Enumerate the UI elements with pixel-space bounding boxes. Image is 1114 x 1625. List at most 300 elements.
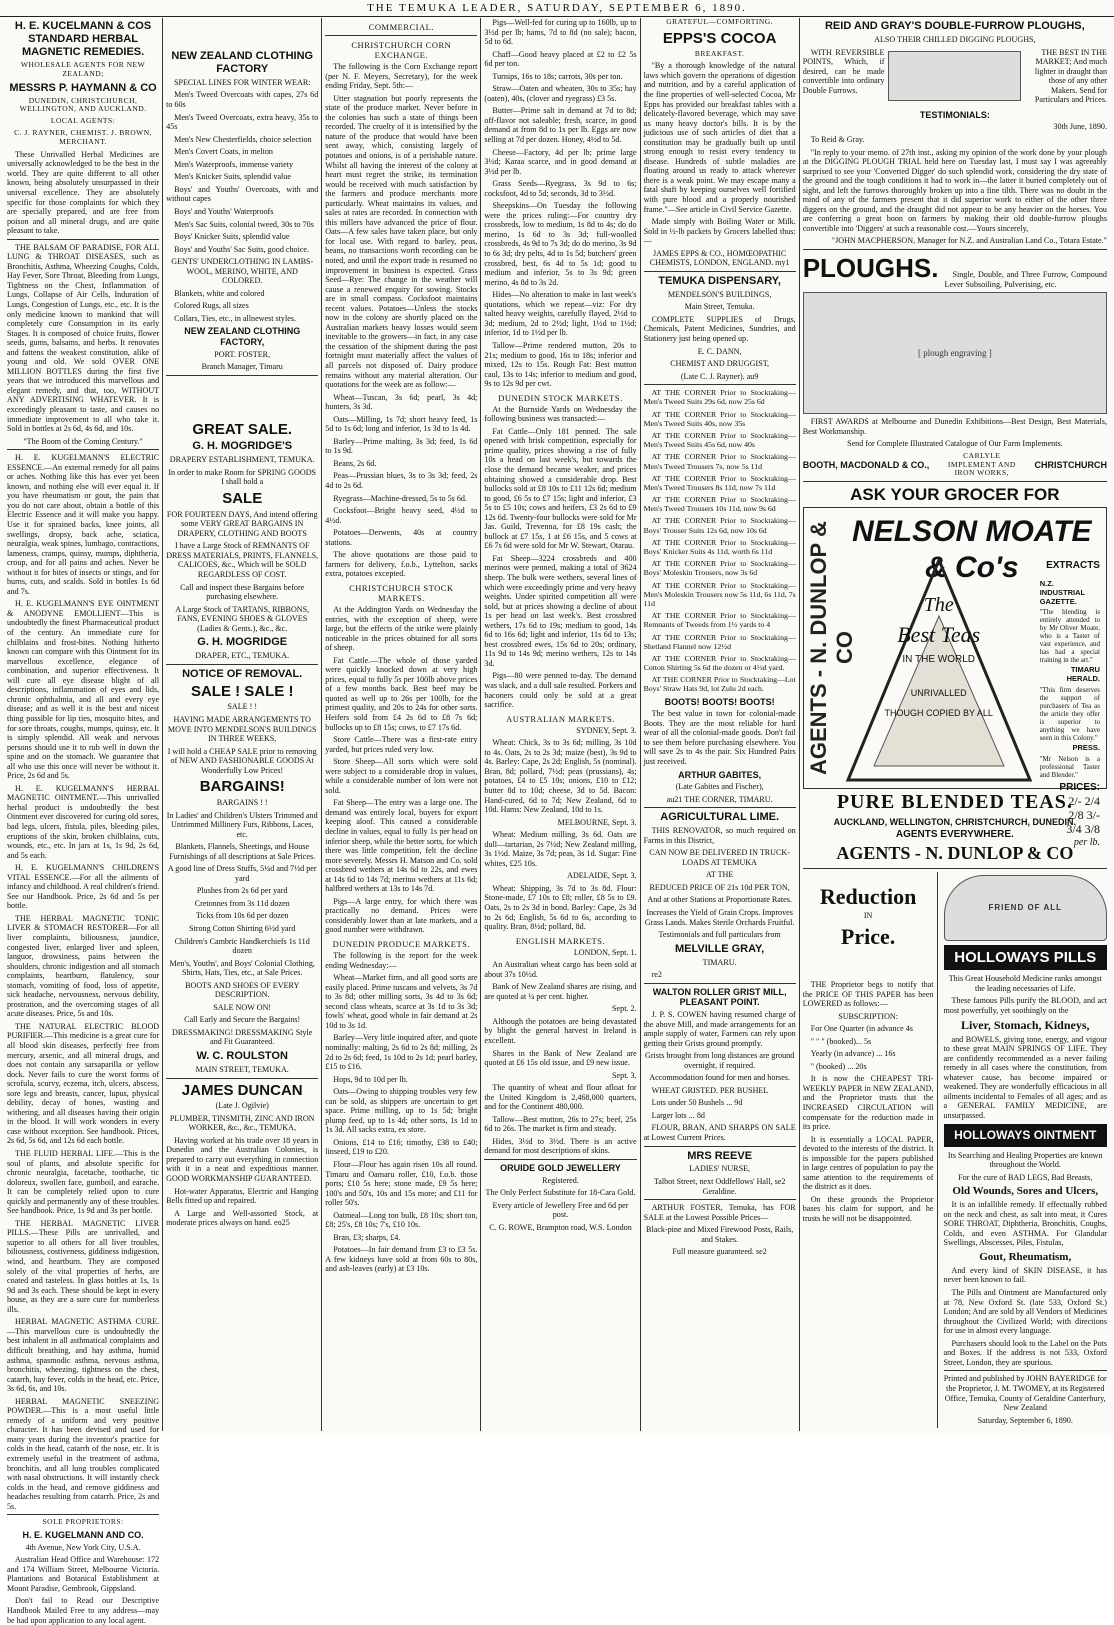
mogridge-p4: Call and inspect these Bargains before purchasing elsewhere.: [180, 582, 305, 602]
herald-text: "This firm deserves the support of purchasers of Tea as the article they offer is superior to anything we have seen in this Colony.": [1039, 685, 1100, 743]
gray-sig2: TIMARU.: [702, 957, 737, 967]
testimonial-p1: "In reply to your memo. of 27th inst., asking my opinion of the work done by your plough at the DIGGING PLOUGH TRIAL held here on Tuesday last, I must say I was agreeably surprised to see your 'Converted Digger' do such splendid work, considering the dry state of the ground and the tough conditions it had to work in—the latter it buried completely out of sight, and left the furrows thoroughly broken up into a fine tilth. There was no doubt in the mind of any of the farmers present that it did superior work to either of the other three diggers on the ground, and the draught did not appear to be any heavier on the horses. You are conferring a great boon on farmers by making their old double-furrow ploughs convertible into 'Diggers' at such a reasonable cost.—Yours sincerely,: [802, 147, 1107, 233]
divider: [644, 384, 796, 385]
nzc-line: Men's Covert Coats, in melton: [174, 147, 273, 157]
duncan-p2: Hot-water Apparatus, Electric and Hanging Bells fitted up and repaired.: [166, 1186, 319, 1206]
article-p: Fat Sheep—3224 crossbreds and 400 merinos were penned, making a total of 3624 sheep. The bulk were wethers, several lines of which were exceedingly prime and very heavy weights. Under spirited competition all were sold, but at prices showing a decline of about 1s per head on last week's. Best crossbred wethers, 17s 6d to 19s; medium to good, 14s 6d to 16s 6d; light and inferior, 11s 6d to 13s; best crossbred ewes, 15s 6d to 20s; ordinary, 11s 9d to 14s 9d; merino wethers, 12s to 14s 3d.: [484, 553, 637, 668]
dispensary-p1: COMPLETE SUPPLIES of Drugs, Chemicals, Patent Medicines, Sundries, and Stationery just being opened up.: [643, 314, 796, 344]
roulston-sig2: MAIN STREET, TEMUKA.: [195, 1064, 289, 1074]
article-p: Peas—Prussian blues, 3s to 3s 3d; feed, 2s 4d to 2s 6d.: [325, 471, 478, 491]
article-p: Store Cattle—There was a first-rate entry yarded, but prices ruled very low.: [325, 735, 478, 754]
article-p: Hides, 3½d to 3½d. There is an active demand for most descriptions of skins.: [484, 1136, 637, 1156]
column-2: [163, 18, 322, 1431]
nzc-line: Boys' Knicker Suits, splendid value: [174, 232, 290, 242]
nzc-line: Boys' and Youths' Overcoats, with and without capes: [166, 184, 319, 204]
dateline: LONDON, Sept. 1.: [573, 947, 637, 957]
lime-p3: AT THE: [705, 870, 734, 880]
kugelmann-local: LOCAL AGENTS:: [50, 116, 116, 126]
spacer: [803, 952, 934, 980]
dispensary-title: TEMUKA DISPENSARY,: [658, 274, 781, 287]
ointment-gr: Gout, Rheumatism,: [979, 1250, 1072, 1263]
masthead: THE TEMUKA LEADER, SATURDAY, SEPTEMBER 6, 1890.: [0, 0, 1114, 17]
article-p: Barley—Very little inquired after, and quote nominally: malting, 2s 6d to 2s 8d; milling, 2s 2d to 2s 6d; feed, 1s 10d to 2s 1d; pearl barley, £15 to £16.: [325, 1033, 478, 1072]
holloway-p2: These famous Pills purify the BLOOD, and act most powerfully, yet soothingly on the: [943, 996, 1107, 1015]
article-p: Wheat—Market firm, and all good sorts are easily placed. Prime tuscans and velvets, 3s 7d to 3s 8d; other milling sorts, 3s 4d to 3s 6d; second class wheats, scarce at 3s 1d to 3s 3d; fowls' wheat, good whole in fair demand at 2s 10d to 3s 1d.: [325, 973, 478, 1030]
reduction-ad: [803, 872, 938, 1429]
imprint: Printed and published by JOHN BAYERIDGE for the Proprietor, J. M. TWOMEY, at its Registered Office, Temuka, County of Geraldine Canterbury, New Zealand: [943, 1374, 1107, 1413]
mogridge-p2: FOR FOURTEEN DAYS, And intend offering some VERY GREAT BARGAINS IN DRAPERY, CLOTHING AND BOOTS: [166, 509, 318, 538]
removal-p9: Strong Cotton Shirting 6½d yard: [189, 923, 296, 933]
removal-p3: In Ladies' and Children's Ulsters Trimmed and Untrimmed Millinery Furs, Ribbons, Laces, etc.: [166, 810, 318, 839]
nelson-extracts: EXTRACTS: [1046, 560, 1100, 572]
gabites-sig3: au21 THE CORNER, TIMARU.: [666, 794, 773, 804]
dateline: Sept. 2.: [612, 1004, 637, 1014]
article-p: Butter—Prime salt in demand at 7d to 8d; off-flavor not saleable; fresh, scarce, in good demand at from 8d to 1s per lb. Eggs are now selling at 7d per dozen. Honey, 4½d to 5d.: [484, 106, 637, 145]
removal-p15: DRESSMAKING! DRESSMAKING Style and Fit Guaranteed.: [172, 1027, 313, 1047]
epps-p1: "By a thorough knowledge of the natural laws which govern the operations of digestion and nutrition, and by a careful application of the fine properties of well-selected Cocoa, Mr Epps has provided our breakfast tables with a delicately-flavored beverage, which may save us many heavy doctor's bills. It is by the judicious use of such articles of diet that a constitution may be gradually built up until strong enough to resist every tendency to disease. Hundreds of subtle maladies are floating around us ready to attack wherever there is a weak point. We may escape many a fatal shaft by keeping ourselves well fortified with pure blood and a properly nourished frame."—See article in Civil Service Gazette.: [643, 61, 796, 214]
corner-item: AT THE CORNER Prior to Stocktaking—Lot Boys' Straw Hats 9d, lot Zulu 2d each.: [643, 675, 796, 694]
lime-p2: CAN NOW BE DELIVERED IN TRUCK-LOADS AT TEMUKA: [649, 848, 790, 867]
kugelmann-p6: H. E. KUGELMANN'S CHILDREN'S VITAL ESSENCE.—For all the ailments of infancy and childhood. A real children's friend. See our Handbook. Price, 2s 6d and 5s per bottle.: [7, 863, 160, 911]
kugelmann-p8: THE NATURAL ELECTRIC BLOOD PURIFIER.—This medicine is a great cure for all blood skin diseases, perfectly free from mercury, arsenic, and all mineral drugs, and does not contain any sarsaparilla or yellow dock. Never fails to cure the worst forms of scrofula, scurvy, eczema, itch, ulcers, abscess, sore legs and breasts, cancer, lupus, physical debility, decay of bones, wasting and withering, and all diseases having their origin in the blood. It will work wonders in every case without exception. See handbook. Prices, 2s 6d, 5s 6d, and 12s 6d each bottle.: [7, 1021, 160, 1146]
duncan-p3: A Large and Well-assorted Stock, at moderate prices always on hand. eo25: [166, 1208, 319, 1228]
corner-item: AT THE CORNER Prior to Stocktaking—Men's Tweed Trousers 7s, now 5s 11d: [643, 452, 796, 471]
booth-p2: Send for Complete Illustrated Catalogue of Our Farm Implements.: [847, 439, 1063, 449]
walton-p2: Grists brought from long distances are ground overnight, if required.: [645, 1051, 795, 1070]
reeve-sub: LADIES' NURSE,: [689, 1164, 751, 1174]
kugelmann-p9: THE FLUID HERBAL LIFE.—This is the soul of plants, and absolute specific for chronic neuralgia, facetache, toothache, tic doloreux, swollen face, gumboil, and earache. It can be completely relied upon to cure quickly and permanently any of these troubles. See handbook. Price, 1s 9d and 3s per bottle.: [7, 1149, 160, 1216]
price-row: 2/- 2/4: [1068, 794, 1100, 809]
reduction-title: Reduction: [819, 883, 917, 909]
nzc-line: Men's Tweed Overcoats with capes, 27s 6d to 60s: [166, 90, 319, 110]
booth-row: [803, 452, 1107, 479]
article-p: Wheat: Medium milling, 3s 6d. Oats are dull—tartarian, 2s 7½d; New Zealand milling, 3s 1½d. Maize, 3s 7d; peas, 3s 1d. Sugar: Fine whites, £25 10s.: [484, 830, 637, 868]
divider: [484, 1159, 636, 1160]
article-p: Pigs—80 were penned to-day. The demand was slack, and a dull sale resulted. Porkers and baconers could only be sold at a great sacrifice.: [484, 671, 637, 710]
lime-title: AGRICULTURAL LIME.: [660, 811, 779, 824]
nzc-title: NEW ZEALAND CLOTHING FACTORY: [171, 50, 314, 75]
article-p: The quantity of wheat and flour afloat for the United Kingdom is 2,468,000 quarters, and for the Continent 480,000.: [484, 1083, 637, 1112]
herald-head: TIMARU HERALD.: [1066, 665, 1100, 684]
dispensary-sub: MENDELSON'S BUILDINGS,: [667, 289, 772, 299]
corner-item: AT THE CORNER Prior to Stocktaking—Men's Moleskin Trousers now 5s 11d, 6s 11d, 7s 11d: [643, 580, 796, 608]
dateline: SYDNEY, Sept. 3.: [576, 725, 637, 735]
article-p: The above quotations are those paid to farmers for delivery, f.o.b., Lyttelton, sacks extra, potatoes excepted.: [325, 550, 478, 579]
mogridge-p5: A Large Stock of TARTANS, RIBBONS, FANS, EVENING SHOES & GLOVES (Ladies & Gents.), &c., &c.: [175, 604, 310, 633]
tea-triangle: [844, 556, 1034, 784]
ointment-ow: Old Wounds, Sores and Ulcers,: [952, 1185, 1099, 1198]
article-p: Grass Seeds—Ryegrass, 3s 9d to 6s; cocksfoot, 4d to 5d; seconds, 3d to 3½d.: [484, 179, 637, 198]
epps-sub: BREAKFAST.: [694, 48, 745, 58]
mogridge-sig: G. H. MOGRIDGE: [197, 636, 288, 649]
nzc-line: Men's Tweed Overcoats, extra heavy, 35s to 45s: [166, 112, 319, 132]
rate-row: " " " (booked)... 5s: [810, 1036, 872, 1046]
nzc-gents: GENTS' UNDERCLOTHING IN LAMBS-WOOL, MERINO, WHITE, AND COLORED.: [171, 257, 314, 286]
article-p: Fat Cattle—Only 181 penned. The sale opened with brisk competition, especially for prime quality, prices showing a rise of fully 10s a head on last week's, but towards the close the demand became weaker, and prices obtaining showed a considerable drop. Best bullocks sold at £8 10s to £11 12s 6d; medium to good, £6 5s to £7 15s; light and inferior, £3 5s to £5 10s; cows and heifers, £3 2s 6d to £9 12s 6d. Twenty-four bullocks were sold for Mr Jas. Guild, Trevenna, for £8 19s cash; the bullock at £7 15s, 1 at £6 15s, and 5 cows at £6 7s 6d were sold for Mr W. Stewart, Otarau.: [484, 426, 637, 551]
nzc-line: Men's Knicker Suits, splendid value: [174, 172, 291, 182]
kugelmann-p7: THE HERBAL MAGNETIC TONIC LIVER & STOMACH RESTORER—For all liver complaints, biliousness, jaundice, congested liver, enlarged liver and spleen, languor, drowsiness, pains between the shoulders, chronic indigestion and all stomach complaints, heartburn, flatulency, sour stomach, vomiting of food, loss of appetite, sick headache, nervousness, nervous debility, prostration, and the overcoming stages of all acute diseases. Price, 5s and 10s.: [7, 913, 160, 1019]
gazette-text: "The blending is entirely attended to by Mr Oliver Moate, who is a Taster of vast experience, and has had a special training in the art.": [1039, 608, 1100, 665]
corner-item: AT THE CORNER Prior to Stocktaking—Boys' Knicker Suits 4s 11d, worth 6s 11d: [643, 537, 796, 557]
nelson-cities: AUCKLAND, WELLINGTON, CHRISTCHURCH, DUNEDIN.: [833, 816, 1076, 827]
nelson-unrivalled: UNRIVALLED: [910, 688, 967, 699]
article-p: Beans, 2s 6d.: [333, 458, 377, 468]
nelson-brand: NELSON MOATE & Co's: [852, 515, 1092, 584]
kugelmann-p3: H. E. KUGELMANN'S ELECTRIC ESSENCE.—An external remedy for all pains or aches. Nothing like this has ever yet been known, and nothing else will ever equal it. If you have rheumatism or gout, the pain that you do not care about, obtain a bottle of this Electric Essence and it will make you happy. Use it for sprained backs, knee joints, all swellings, dropsy, back ache, sciatica, neuralgia, weak spines, lumbago, contractions, lameness, cramps, quinsy, mumps, diphtheria, croup, and for all pains and aches. Never be without it for bites of insects or stings, and for burns, cuts, and scalds. Sold in bottles 1s 6d and 7s.: [7, 453, 160, 596]
article-p: Oatmeal—Long ton bulk, £8 10s; short ton, £8; 25's, £8 10s; 7's, £10 10s.: [325, 1210, 478, 1230]
article-p: Oats—Owing to shipping troubles very few can be sold, as shippers are uncertain to get space. Prime milling, up to 1s 5d; bright plump feed, up to 1s 4d; other sorts, 1s 1d to 1s 3d. All sacks extra, ex store.: [325, 1087, 478, 1135]
kugelmann-sub: WHOLESALE AGENTS FOR NEW ZEALAND;: [20, 59, 146, 78]
removal-p4: Blankets, Flannels, Sheetings, and House Furnishings of all descriptions at Sale Prices.: [169, 842, 316, 861]
holloway-seal: FRIEND OF ALL: [944, 875, 1107, 941]
article-p: Turnips, 16s to 18s; carrots, 30s per ton.: [492, 71, 623, 81]
nzc-line: Collars, Ties, etc., in allnewest styles.: [174, 313, 296, 323]
article-p: Fat Sheep—The entry was a large one. The demand was entirely local, buyers for export keeping aloof. This caused a considerable decline in values, equal to fully 1s per head on inferior sheep, while the better sorts, for which there was little competition, felt the decline more severely. Messrs H. Matson and Co. sold crossbred wethers at 14s 6d to 22s, and ewes at 14s 6d to 14s 7d; merino wethers at 11s 6d; halfbred wethers at 13s to 14s 7d.: [325, 798, 478, 894]
divider: [803, 481, 1107, 482]
removal-sale2: SALE ! !: [227, 702, 258, 712]
reid-gray-row: [803, 48, 1107, 108]
foster-p1: ARTHUR FOSTER, Temuka, has FOR SALE at the Lowest Possible Prices—: [643, 1203, 796, 1222]
article-p: Fat Cattle.—The whole of those yarded were quickly knocked down at very high prices, equal to fully 5s per 100lb above prices of a few months back. Best beef may be quoted as well up to 26s per 100lb, for the primest quality, and 20s to 24s for other sorts. Heifers sold from £4 2s 6d to £8 7s 6d; bullocks up to £8 15s; cows, to £7 17s 6d.: [325, 655, 478, 732]
lime-p7: Testimonials and full particulars from: [658, 930, 781, 940]
ointment-p6: Purchasers should look to the Label on the Pots and Boxes. If the address is not 533, Oxford Street, London, they are spurious.: [943, 1338, 1107, 1367]
removal-p11: Men's, Youths', and Boys' Colonial Clothing, Shirts, Hats, Ties, etc., at Sale Prices.: [169, 958, 315, 978]
dunedin-produce-head: DUNEDIN PRODUCE MARKETS.: [332, 939, 471, 950]
rate-row: Yearly (in advance) ... 16s: [810, 1049, 896, 1059]
kugelmann-p4: H. E. KUGELMANN'S EYE OINTMENT & ANODYNE EMOLLIENT—This is undoubtedly the finest Pharmaceutical product of the century. An immediate cure for chilblains and frost-bites. Nothing hitherto known can compare with this Ointment for its marvellous excellence, elegance of combination, and superior effectiveness. It will cure all eye disease blight of all descriptions, inflammation of eyes and lids, chronic ophthalmia, and all and every eye disease; and as well it is the best and nicest thing possible for lip ties, mosquito bites, and for sore throats, coughs, mumps, quinsy, etc. It is simply splendid. All weak and nervous persons should use it to rub well in down the spine and on the stomach. We guarantee that all who use this once will never be without it. Price, 2s 6d and 5s.: [7, 599, 160, 781]
article-p: Cocksfoot—Bright heavy seed, 4½d to 4½d.: [325, 506, 478, 525]
divider: [644, 983, 796, 984]
corner-item: AT THE CORNER Prior to Stocktaking—Men's Tweed Trousers 10s 11d, now 9s 6d: [643, 495, 796, 514]
press-text: "Mr Nelson is a professional Taster and Blender.": [1039, 754, 1100, 779]
removal-p7: Cretonnes from 3s 11d dozen: [194, 898, 290, 908]
duncan-p1: Having worked at his trade over 18 years in Dunedin and the Australian Colonies, is prepared to carry out everything in connection with it in a neat and expeditious manner. GOOD WORKMANSHIP GUARANTEED.: [166, 1135, 319, 1184]
mogridge-est: DRAPERY ESTABLISHMENT, TEMUKA.: [169, 455, 315, 465]
divider: [7, 1514, 159, 1515]
plough-illustration: [888, 51, 1021, 101]
nzc-line: Colored Rugs, all sizes: [174, 301, 249, 311]
testimonial-date: 30th June, 1890.: [1053, 122, 1107, 132]
price-row: 3/4 3/8: [1066, 821, 1100, 836]
dispensary-sig: E. C. DANN,: [697, 346, 742, 356]
gabites-sig2: (Late Gabites and Fischer),: [675, 782, 764, 792]
epps-sig: JAMES EPPS & CO., HOMŒOPATHIC CHEMISTS, LONDON, ENGLAND. my1: [649, 248, 790, 268]
corn-exchange-head: CHRISTCHURCH CORN EXCHANGE.: [351, 40, 452, 61]
kugelmann-local-names: C. J. RAYNER, CHEMIST. J. BROWN, MERCHANT.: [14, 128, 153, 146]
kugelmann-p13: Australian Head Office and Warehouse: 172 and 174 William Street, Melbourne Victoria. Plantations and Botanical Establishment at Mount Paradise, Gembrook, Gippsland.: [7, 1555, 160, 1593]
dateline: ADELAIDE, Sept. 3.: [567, 871, 637, 881]
article-p: Shares in the Bank of New Zealand are quoted at £6 15s old issue, and £9 new issue.: [484, 1048, 637, 1068]
article-p: Hops, 9d to 10d per lb.: [333, 1074, 408, 1084]
mogridge-name: G. H. MOGRIDGE'S: [192, 440, 293, 453]
epps-p2: Made simply with Boiling Water or Milk. Sold in ½-lb packets by Grocers labelled thus:—: [643, 217, 796, 246]
nelson-the: The: [923, 594, 954, 617]
nzc-sig3: Branch Manager, Timaru: [201, 362, 283, 372]
column-5: [641, 18, 800, 1431]
dispensary-addr: Main Street, Temuka.: [684, 302, 755, 312]
foster-p3: Full measure guaranteed. se2: [672, 1247, 767, 1257]
holloway-ointment-title: HOLLOWAYS OINTMENT: [944, 1124, 1107, 1146]
ointment-p1: Its Searching and Healing Properties are known throughout the World.: [947, 1150, 1103, 1170]
dunedin-stock-head: DUNEDIN STOCK MARKETS.: [498, 392, 623, 403]
removal-p12: BOOTS AND SHOES OF EVERY DESCRIPTION.: [185, 980, 300, 1000]
nzc-sig: NEW ZEALAND CLOTHING FACTORY,: [184, 326, 301, 348]
foster-p2: Black-pine and Mixed Firewood Posts, Rails, and Stakes.: [646, 1225, 794, 1244]
nzc-special: SPECIAL LINES FOR WINTER WEAR:: [173, 77, 311, 87]
kugelmann-p1: These Unrivalled Herbal Medicines are universally acknowledged to be the best in the world. They are quite different to all other known, being absolutely unsurpassed in their universal excellence. They are absolutely specific for those complaints for which they are specially prepared, and are free from poison and all mineral drugs, and are quite pleasant to take.: [7, 149, 160, 236]
english-markets-head: ENGLISH MARKETS.: [515, 935, 606, 946]
gazette-head: N.Z. INDUSTRIAL GAZETTE.: [1039, 579, 1085, 606]
ploughs-illustration: [ plough engraving ]: [803, 292, 1107, 414]
divider: [7, 449, 159, 450]
nzc-line: Men's Waterproofs, immense variety: [174, 159, 294, 169]
article-p: Pigs—A large entry, for which there was practically no demand. Prices were considerably lower than at late markets, and a good number were withdrawn.: [325, 896, 478, 935]
reeve-addr: Talbot Street, next Oddfellows' Hall, se2 Geraldine.: [653, 1177, 786, 1196]
reduction-p2: It is now the CHEAPEST TRI-WEEKLY PAPER in NEW ZEALAND, and the Proprietor trusts that the INCREASED CIRCULATION will compensate for the reduction made in its price.: [802, 1074, 934, 1132]
divider: [7, 239, 159, 240]
dateline: MELBOURNE, Sept. 3.: [557, 817, 637, 827]
article-p: Pigs—Well-fed for curing up to 160lb, up to 3½d per lb; hams, 7d to 8d (no sale); bacon, 5d to 6d.: [484, 18, 637, 47]
article-p: Although the potatoes are being devastated by blight the general harvest in Ireland is excellent.: [484, 1016, 637, 1045]
column-3: [322, 18, 481, 1431]
article-p: Utter stagnation but poorly represents the state of the produce market. Never before in the colonies has such a state of things been recorded. The cruelty of it is intensified by the nature of the produce that would have been sent away, which, consisting largely of potatoes and onions, is of a perishable nature. Whilst all having the interest of the colony at heart must regret the strike, its termination would be received with much satisfaction by the farmers and produce merchants more particularly. Wheat maintains its values, and sales at rates are recorded. In connection with this millers have advanced the price of flour. Oats—A few sales have taken place, but only for local use. With regard to barley, peas, beans, no transactions worth recording can be noted, and until the export trade is resumed no improvement in business is expected. Grass Seed—Rye: The change in the weather will cause a renewed enquiry for sowing. Stocks are in small compass. Cocksfoot maintains recent values. Potatoes—Unless the stocks now in the colony are shortly placed on the Australian markets heavy losses would seem inevitable to the growers—in fact, in any case the cessation of the shipment during the past fortnight must materially affect the values of all parcels not disposed of. Dairy produce remains without any material alteration. Our quotations for the week are as follow:—: [325, 93, 478, 390]
divider: [166, 664, 318, 665]
article-p: Barley—Prime malting, 3s 3d; feed, 1s 6d to 1s 9d.: [325, 436, 478, 456]
reeve-title: MRS REEVE: [687, 1149, 753, 1162]
commercial-head: COMMERCIAL.: [368, 22, 434, 32]
article-p: Potatoes—In fair demand from £3 to £3 5s. A few kidneys have sold at from 60s to 80s, and ash-leaves (early) at £3 10s.: [325, 1245, 478, 1274]
holloway-ad: [944, 872, 1107, 1429]
oruide-title: ORUIDE GOLD JEWELLERY: [500, 1163, 621, 1174]
reid-gray-left: WITH REVERSIBLE POINTS, Which, if desired, can be made convertible into ordinary Double Furrows.: [802, 47, 885, 95]
removal-title: NOTICE OF REMOVAL.: [182, 667, 303, 680]
grocer-ask: ASK YOUR GROCER FOR: [850, 485, 1060, 505]
divider: [644, 807, 796, 808]
divider: [166, 1078, 318, 1079]
removal-p5: A good line of Dress Stuffs, 5¼d and 7½d per yard: [167, 864, 317, 883]
ointment-p3: It is an infallible remedy. If effectually rubbed on the neck and chest, as salt into meat, it Cures SORE THROAT, Diphtheria, Bronchitis, Coughs, Colds, and even ASTHMA. For Glandular Swellings, Abscesses, Piles, Fistulas,: [943, 1200, 1107, 1248]
column-1: [4, 18, 163, 1625]
kugelmann-agents: MESSRS P. HAYMANN & CO: [9, 81, 157, 94]
kugelmann-quote: "The Boom of the Coming Century.": [23, 436, 143, 446]
reid-gray-title: REID AND GRAY'S DOUBLE-FURROW PLOUGHS,: [824, 20, 1085, 32]
price-row: 2/8 3/-: [1068, 808, 1100, 823]
nelson-agents: AGENTS EVERYWHERE.: [895, 829, 1014, 841]
lime-p1: THIS RENOVATOR, so much required on Farms in this District,: [643, 826, 796, 845]
column-6: [800, 18, 1110, 1431]
ploughs-sub: Single, Double, and Three Furrow, Compound Lever Subsoiling, Pulverising, etc.: [944, 269, 1107, 289]
reduction-price: Price.: [840, 924, 896, 950]
article-p: Chaff—Good heavy placed at £2 to £2 5s 6d per ton.: [484, 49, 637, 69]
nelson-side-text: AGENTS - N. DUNLOP & CO: [805, 521, 857, 776]
article-p: Tallow—Best mutton, 26s to 27s; beef, 25s 6d to 26s. The market is firm and steady.: [484, 1114, 637, 1134]
ointment-p2: For the cure of BAD LEGS, Bad Breasts,: [958, 1172, 1093, 1182]
corner-item: AT THE CORNER Prior to Stocktaking—Boys' Trouser Suits 12s 6d, now 10s 6d: [643, 516, 796, 535]
divider: [325, 35, 477, 36]
holloway-pills-title: HOLLOWAYS PILLS: [944, 945, 1107, 971]
rate-row: For One Quarter (in advance 4s: [810, 1024, 913, 1034]
booth-city: CHRISTCHURCH: [1034, 459, 1107, 470]
nelson-testimonials: [1040, 578, 1100, 848]
article-p: Potatoes—Derwents, 40s at country stations.: [325, 528, 478, 547]
spacer: [166, 379, 318, 419]
kugelmann-p12: HERBAL MAGNETIC SNEEZING POWDER.—This is a most useful little remedy of a uniform and very positive character. It has been devised and used for many years during the inventor's practice for colds in the head, catarrh of the nose, etc. It is extremely useful in the treatment of asthma, bronchitis, and all lung troubles complicated with nasal obstructions. It will instantly check colds in the head, and remove giddiness and headaches resulting from catarrh. Price, 2s and 5s.: [7, 1396, 160, 1511]
removal-p1: HAVING MADE ARRANGEMENTS TO MOVE INTO MENDELSON'S BUILDINGS IN THREE WEEKS,: [167, 715, 317, 744]
article-p: Sheepskins—On Tuesday the following were the prices ruling:—For country dry crossbreds, low to medium, 1s 8d to 4s; do do merino, 1s 6d to 3s 3d; full-woolled crossbreds, 4s 9d to 7s 3d; do do merino, 3s 9d to 6s 3d; dry pelts, 4d to 1s 5d; butchers' green crossbred, best, 6s 4d to 5s 1d; good to medium and inferior, 5s to 3s 9d; green merino, 4s 8d to 3s 2d.: [484, 201, 637, 287]
mogridge-p3: I have a Large Stock of REMNANTS OF DRESS MATERIALS, PRINTS, FLANNELS, CALICOES, &c., Which will be SOLD REGARDLESS OF COST.: [166, 541, 319, 579]
kugelmann-p10: THE HERBAL MAGNETIC LIVER PILLS.—These Pills are unrivalled, and superior to all others for all liver troubles, biliousness, costiveness, giddiness indigestion, wind, and heartburn. They are composed solely of the vital properties of herbs, are coated and tasteless. In glass bottles at 1s, 1s 9d and 3s each. These should be kept in every house, as they are a sure cure for numberless ills.: [7, 1218, 160, 1314]
epps-title: EPPS'S COCOA: [662, 29, 777, 47]
article-p: Onions, £14 to £16; timothy, £38 to £40; linseed, £19 to £20.: [325, 1137, 478, 1157]
ploughs-title: PLOUGHS.: [802, 252, 939, 283]
oruide-p1: Registered.: [542, 1175, 579, 1185]
article-p: Tallow—Prime rendered mutton, 20s to 21s; medium to good, 16s to 18s; inferior and mixed, 12s to 15s. Rough Fat: Best mutton caul, 13s to 14s; inferior to medium and good, 9s to 12s 9d per cwt.: [484, 340, 637, 389]
lime-p6: Increases the Yield of Grain Crops. Improves Grass Lands. Makes Sterile Orchards Fruitful.: [644, 908, 795, 927]
gray-sig: MELVILLE GRAY,: [675, 942, 765, 955]
bottom-right-row: [803, 872, 1107, 1429]
kugelmann-cities: DUNEDIN, CHRISTCHURCH, WELLINGTON, AND AUCKLAND.: [19, 95, 147, 114]
removal-bargains2: BARGAINS ! !: [216, 797, 268, 807]
booth-mid: CARLYLE IMPLEMENT AND IRON WORKS,: [947, 450, 1016, 478]
oruide-p2: The Only Perfect Substitute for 18-Cara Gold.: [485, 1188, 636, 1198]
dispensary-sig2: CHEMIST AND DRUGGIST,: [670, 359, 770, 369]
article-p: Wheat: Chick, 3s to 3s 6d; milling, 3s 10d to 4s. Oats, 2s to 2s 3d; maize (best), 3s 9d to 4s. Barley: Cape, 2s 2d; English, 5s (nominal). Bran, 8d; pollard, 7½d; peas (prussians), 4s; potatoes, £4 to £5 10s; onions, £10 to £12; butter 8d to 10d; cheese, 3d to 5d. Bacon: Hand-cured, 6d to 7d; New Zealand, 6d to 10d. Hams: New Zealand, 10d to 1s.: [484, 738, 637, 815]
divider: [944, 1370, 1107, 1371]
boots-head: BOOTS! BOOTS! BOOTS!: [664, 696, 775, 707]
corner-list: [644, 388, 796, 693]
great-sale-title: GREAT SALE.: [192, 420, 293, 438]
nelson-world: IN THE WORLD: [902, 654, 975, 666]
mogridge-sale: SALE: [222, 490, 263, 508]
article-p: Wheat—Tuscan, 3s 6d; pearl, 3s 4d; hunters, 3s 3d.: [325, 392, 478, 412]
reduction-p1: THE Proprietor begs to notify that the PRICE OF THIS PAPER has been LOWERED as follows:—: [802, 979, 934, 1009]
duncan-trade: PLUMBER, TINSMITH, ZINC AND IRON WORKER, &c., &c., TEMUKA,: [169, 1113, 315, 1133]
booth-name: BOOTH, MACDONALD & CO.,: [802, 459, 930, 470]
walton-p1: J. P. S. COWEN having resumed charge of the above Mill, and made arrangements for an ample supply of water, Farmers can rely upon getting their Grists ground promptly.: [643, 1009, 796, 1048]
testimonial-to: To Reid & Gray.: [810, 134, 865, 144]
walton-title: WALTON ROLLER GRIST MILL, PLEASANT POINT.: [652, 986, 787, 1008]
walton-p5: Lots under 50 Bushels ... 9d: [651, 1098, 743, 1108]
testimonials-head: TESTIMONIALS:: [919, 109, 990, 120]
article-p: Cheese—Factory, 4d per lb; prime large 3½d; Karaa scarce, and in good demand at 3½d per lb.: [484, 147, 637, 176]
removal-bargains: BARGAINS!: [199, 778, 285, 796]
walton-p6: Larger lots ... 8d: [651, 1110, 705, 1120]
kugelmann-p14: Don't fail to Read our Descriptive Handbook Mailed Free to any address—may be had upon application to any local agent.: [7, 1596, 160, 1625]
kugelmann-addr: 4th Avenue, New York City, U.S.A.: [25, 1542, 141, 1552]
testimonial-sig: "JOHN MACPHERSON, Manager for N.Z. and Australian Land Co., Totara Estate.": [831, 236, 1107, 246]
divider: [644, 271, 796, 272]
walton-p4: WHEAT GRISTED. PER BUSHEL: [651, 1085, 769, 1095]
pure-blended: PURE BLENDED TEAS.: [836, 791, 1073, 814]
lime-code: re2: [651, 970, 662, 980]
price-per: per lb.: [1073, 836, 1100, 848]
reid-gray-right: THE BEST IN THE MARKET; And much lighter in draught than those of any other Makers. Send for Particulars and Prices.: [1034, 47, 1107, 105]
epps-tag: GRATEFUL—COMFORTING.: [666, 17, 774, 26]
kugelmann-p5: H. E. KUGELMANN'S HERBAL MAGNETIC OINTMENT.—This unrivalled herbal product is undoubtedly the best Ointment ever discovered for curing old sores, bad legs, ulcers, fistula, piles, bleeding piles, eruptions of the skin, broken chilblains, cuts, wounds, etc., etc. In jars at 1s, 1s 9d, 2s 6d, and 5s each.: [7, 783, 160, 860]
imprint-date: Saturday, September 6, 1890.: [977, 1415, 1073, 1425]
reid-gray-sub: ALSO THEIR CHILLED DIGGING PLOUGHS,: [874, 34, 1036, 44]
corner-item: AT THE CORNER Prior to Stocktaking—Boys' Moleskin Trousers, now 3s 6d: [643, 559, 796, 578]
corner-item: AT THE CORNER Prior to Stocktaking—Men's Tweed Suits 29s 6d, now 25s 6d: [643, 388, 796, 407]
divider: [644, 1146, 796, 1147]
divider: [803, 868, 1107, 869]
article-p: At the Addington Yards on Wednesday the entries, with the exception of sheep, were large, but the effects of the strike were plainly noticeable in the prices obtained for all sorts of sheep.: [325, 604, 478, 653]
removal-p2: I will hold a CHEAP SALE prior to removing of NEW AND FASHIONABLE GOODS At Wonderfully Low Prices!: [167, 746, 317, 775]
ointment-p4: And every kind of SKIN DISEASE, it has never been known to fail.: [943, 1265, 1107, 1285]
duncan-title: JAMES DUNCAN: [181, 1081, 303, 1099]
spacer: [166, 18, 318, 48]
kugelmann-p2: THE BALSAM OF PARADISE, FOR ALL LUNG & THROAT DISEASES, such as Bronchitis, Asthma, Wheezing Coughs, Colds, Hay Fever, Sore Throat, Bleeding from Lungs, Tightness on the Chest, Inflammation of Lungs, Collapse of Air Cells, Induration of Lungs, Congestion of Lungs, etc., etc. It is the only medicine known to mankind that will completely cure Consumption in its early Stages. It is composed of choice fruits, flower seeds, gums, balsams, and herbs. It renovates and fattens the weakest constitution, alike of young and old. We sold OVER ONE MILLION BOTTLES during the first five years that we introduced this marvellous and elegant remedy, and that, too, WITHOUT ANY ADVERTISING WHATEVER. It is exceedingly pleasant to taste, and causes no immediate improvement to all who take it. Sold in bottles at 2s 6d, 4s 6d, and 10s.: [7, 242, 160, 434]
holloway-p3: and BOWELS, giving tone, energy, and vigour to these great MAIN SPRINGS OF LIFE. They are confidently recommended as a never failing remedy in all cases where the constitution, from whatever cause, has become impaired or weakened. They are wonderfully efficacious in all ailments incidental to Females of all ages; and as a GENERAL FAMILY MEDICINE, are unsurpassed.: [943, 1034, 1107, 1120]
removal-p6: Plushes from 2s 6d per yard: [196, 886, 288, 896]
article-p: Wheat: Shipping, 3s 7d to 3s 8d. Flour: Stone-made, £7 10s to £8; roller, £8 5s to £9. Oats, 2s to 2s 3d in bond. Barley: Cape, 2s 3d to 2s 6d; English, 5s 6d to 6s, according to quality. Bran, 8½d; pollard, 8d.: [484, 883, 637, 932]
nzc-line: Blankets, white and colored: [174, 288, 265, 298]
kugelmann-p11: HERBAL MAGNETIC ASTHMA CURE.—This marvellous cure is undoubtedly the best inhalent in all asthmatical complaints and difficult breathing, and hay asthma, humid asthma, spasmodic asthma, nervous asthma, bronchitis, wheezing, tightness on the chest, catarrh, hay fever, colds in the head, etc. Price, 3s 6d, 6s, and 10s.: [7, 1317, 160, 1394]
corner-item: AT THE CORNER Prior to Stocktaking—Men's Tweed Suits 45s 6d, now 40s: [643, 430, 796, 450]
ointment-p5: The Pills and Ointment are Manufactured only at 78, New Oxford St. (late 533, Oxford St.) London; And are sold by all Vendors of Medicines throughout the Civilized World; with directions for use in almost every language.: [943, 1288, 1107, 1336]
reduction-p4: On these grounds the Proprietor bases his claim for support, and he trusts he will not be disappointed.: [802, 1194, 934, 1223]
press-head: PRESS.: [1072, 743, 1100, 753]
article-p: Hides—No alteration to make in last week's quotations, which we repeat—viz: For dry salted heavy weights, carefully flayed, 2½d to 3d; medium, 2d to 2½d; light, 1½d to 1½d; inferior, 1d to 1½d per lb.: [484, 290, 637, 338]
lime-p4: REDUCED PRICE OF 21s 10d PER TON,: [649, 882, 790, 892]
oruide-p4: C. G. ROWE, Brampton road, W.S. London: [489, 1222, 632, 1232]
booth-p1: FIRST AWARDS at Melbourne and Dunedin Exhibitions—Best Design, Best Materials, Best Workmanship.: [802, 417, 1107, 436]
nelson-best: Best Teas: [897, 622, 981, 648]
lime-p5: And at other Stations at Proportionate Rates.: [647, 895, 792, 905]
mogridge-p1: In order to make Room for SPRING GOODS I shall hold a: [168, 467, 317, 487]
gabites-sig: ARTHUR GABITES,: [678, 769, 762, 780]
walton-p7: FLOUR, BRAN, AND SHARPS ON SALE at Lowest Current Prices.: [643, 1123, 796, 1142]
dispensary-sig3: (Late C. J. Rayner). au9: [680, 371, 759, 381]
nzc-line: Men's New Chesterfields, choice selection: [174, 134, 312, 144]
corner-item: AT THE CORNER Prior to Stocktaking—Cotton Shirting 5s 6d the dozen or 4½d yard.: [643, 653, 796, 673]
dateline: Sept. 3.: [612, 1070, 637, 1080]
reduction-in: IN: [863, 911, 873, 921]
article-p: Flour—Flour has again risen 10s all round. Timaru and Oamaru roller, £10, f.o.b. those ports; £10 5s here; stone made, £9 5s here; 100's and 50's, 10s and 15s more; and £11 for roller 50's.: [325, 1159, 478, 1208]
article-p: Oats—Milling, 1s 7d; short heavy feed, 1s 5d to 1s 6d; long and inferior, 1s 3d to 1s 4d.: [325, 414, 478, 434]
divider: [166, 375, 318, 376]
article-p: Straw—Oaten and wheaten, 30s to 35s; hay (oaten), 40s, (clover and ryegrass) £3 5s.: [484, 84, 637, 103]
corner-item: AT THE CORNER Prior to Stocktaking—Men's Tweed Trousers 8s 11d, now 7s 11d: [643, 473, 796, 492]
article-p: At the Burnside Yards on Wednesday the following business was transacted:—: [484, 404, 637, 424]
oruide-p3: Every article of Jewellery Free and 6d per post.: [492, 1200, 629, 1220]
removal-sale: SALE ! SALE !: [190, 682, 294, 700]
holloway-p1: This Great Household Medicine ranks amongst the leading necessaries of Life.: [948, 974, 1102, 993]
removal-p13: SALE NOW ON!: [213, 1002, 272, 1012]
australian-markets-head: AUSTRALIAN MARKETS.: [506, 713, 615, 724]
column-4: [481, 18, 640, 1431]
kugelmann-title: H. E. KUCELMANN & COS STANDARD HERBAL MAGNETIC REMEDIES.: [14, 20, 152, 58]
divider: [803, 249, 1107, 250]
nzc-line: Boys' and Youths' Sac Suits, good choice.: [174, 244, 310, 254]
corner-p1: The best value in town for colonial-made Boots. They are the most reliable for hard wear of all the colonial-made goods. Don't fail to see them before purchasing elsewhere. You will save 2s to 4s the pair. Six Hundred Pairs just received.: [643, 709, 796, 766]
kugelmann-prop: SOLE PROPRIETORS:: [42, 1517, 124, 1527]
walton-p3: Accommodation found for men and horses.: [649, 1073, 790, 1083]
duncan-late: (Late J. Ogilvie): [215, 1101, 269, 1111]
columns: [4, 17, 1110, 1625]
article-p: The following is the report for the week ending Wednesday:—: [325, 951, 478, 970]
removal-p14: Call Early and Secure the Bargains!: [184, 1015, 301, 1025]
article-p: Ryegrass—Machine-dressed, 5s to 5s 6d.: [333, 493, 467, 503]
removal-p8: Ticks from 10s 6d per dozen: [195, 911, 289, 921]
prices-head: PRICES:: [1059, 781, 1100, 793]
article-p: Store Sheep—All sorts which were sold were subject to a considerable drop in values, while a considerable number of lots were not sold.: [325, 757, 478, 795]
nelson-copied: THOUGH COPIED BY ALL: [884, 708, 993, 719]
reduction-sub: SUBSCRIPTION:: [838, 1011, 899, 1021]
mogridge-sig2: DRAPER, ETC., TEMUKA.: [195, 651, 290, 661]
kugelmann-prop-name: H. E. KUGELMANN AND CO.: [22, 1530, 144, 1541]
article-p: Bank of New Zealand shares are rising, and are quoted at ¼ per cent. higher.: [484, 982, 637, 1001]
